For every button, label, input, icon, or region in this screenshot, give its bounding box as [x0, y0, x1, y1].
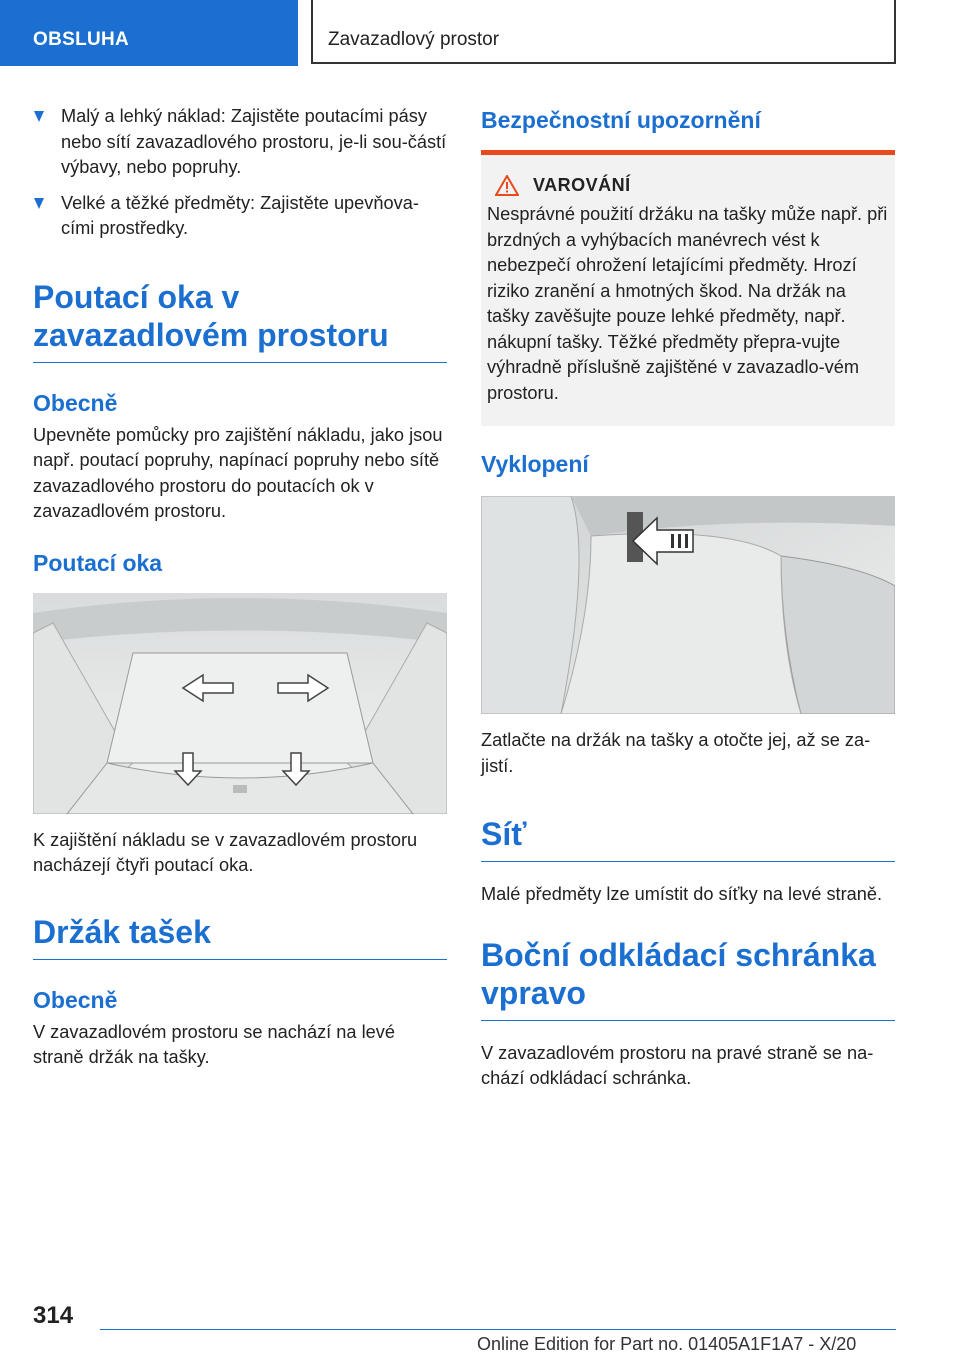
list-item: [33, 104, 447, 181]
warning-text: Nesprávné použití držáku na tašky může např. při brzdných a vyhýbacích manévrech vést k nebezpečí ohrožení letajícími předměty. Hrozí riziko zranění a hmotných škod. Na držák na tašky zavěšujte pouze lehké předměty, např. nákupní tašky. Těžké předměty přepra-vujte výhradně příslušně zajištěné v zavazadlo-vém prostoru.: [487, 204, 888, 403]
bag-holder-illustration-svg: [481, 496, 895, 714]
header-section-tab: [0, 0, 298, 66]
bullet-triangle-icon: [34, 111, 44, 122]
header-chapter-label: Zavazadlový prostor: [328, 29, 500, 50]
subsection-title-fold-out: Vyklopení: [481, 451, 589, 477]
subsection-title-safety: Bezpečnostní upozornění: [481, 107, 761, 133]
list-item-text: Velké a těžké předměty: Zajistěte upevňova-cími prostředky.: [61, 192, 419, 238]
warning-box: [481, 150, 895, 426]
section-title-net: Síť: [481, 815, 895, 862]
section-title-bag-holder: Držák tašek: [33, 913, 447, 960]
section-title-lashing-eyes: Poutací oka v zavazadlovém prostoru: [33, 278, 447, 363]
warning-label: VAROVÁNÍ: [533, 175, 631, 195]
paragraph-net: Malé předměty lze umístit do síťky na levé straně.: [481, 884, 883, 904]
subsection-title-lashing-eyes: Poutací oka: [33, 549, 163, 576]
header-chapter-box: [311, 0, 896, 64]
footer-divider: [100, 1329, 896, 1330]
page-number: 314: [33, 1302, 74, 1329]
paragraph-general: Upevněte pomůcky pro zajištění nákladu, jako jsou např. poutací popruhy, napínací popruhy nebo sítě zavazadlového prostoru do poutacích ok v zavazadlovém prostoru.: [33, 424, 443, 521]
section-title-side-compartment: Boční odkládací schránka vpravo: [481, 936, 895, 1021]
caption-fold-out: Zatlačte na držák na tašky a otočte jej, až se za-jistí.: [481, 730, 871, 776]
left-column: [33, 100, 447, 1071]
subsection-title-general-2: Obecně: [33, 986, 118, 1013]
caption-lashing-eyes: K zajištění nákladu se v zavazadlovém prostoru nacházejí čtyři poutací oka.: [33, 829, 418, 875]
trunk-illustration-svg: [33, 593, 447, 814]
list-item-text: Malý a lehký náklad: Zajistěte poutacími pásy nebo sítí zavazadlového prostoru, je-li sou-částí výbavy, nebo popruhy.: [61, 106, 447, 177]
warning-header: [487, 175, 889, 196]
bag-holder-illustration: [481, 496, 895, 714]
subsection-title-general: Obecně: [33, 389, 118, 416]
trunk-lashing-eyes-illustration: [33, 593, 447, 814]
warning-triangle-icon: [495, 175, 519, 196]
right-column: [481, 100, 895, 1092]
footer-edition: Online Edition for Part no. 01405A1F1A7 - X/20: [477, 1334, 857, 1354]
paragraph-bag-holder: V zavazadlovém prostoru se nachází na levé straně držák na tašky.: [33, 1021, 395, 1067]
bullet-triangle-icon: [34, 198, 44, 209]
paragraph-side-compartment: V zavazadlovém prostoru na pravé straně se na-chází odkládací schránka.: [481, 1042, 874, 1088]
header-section-label: OBSLUHA: [33, 29, 130, 50]
list-item: [33, 191, 447, 242]
